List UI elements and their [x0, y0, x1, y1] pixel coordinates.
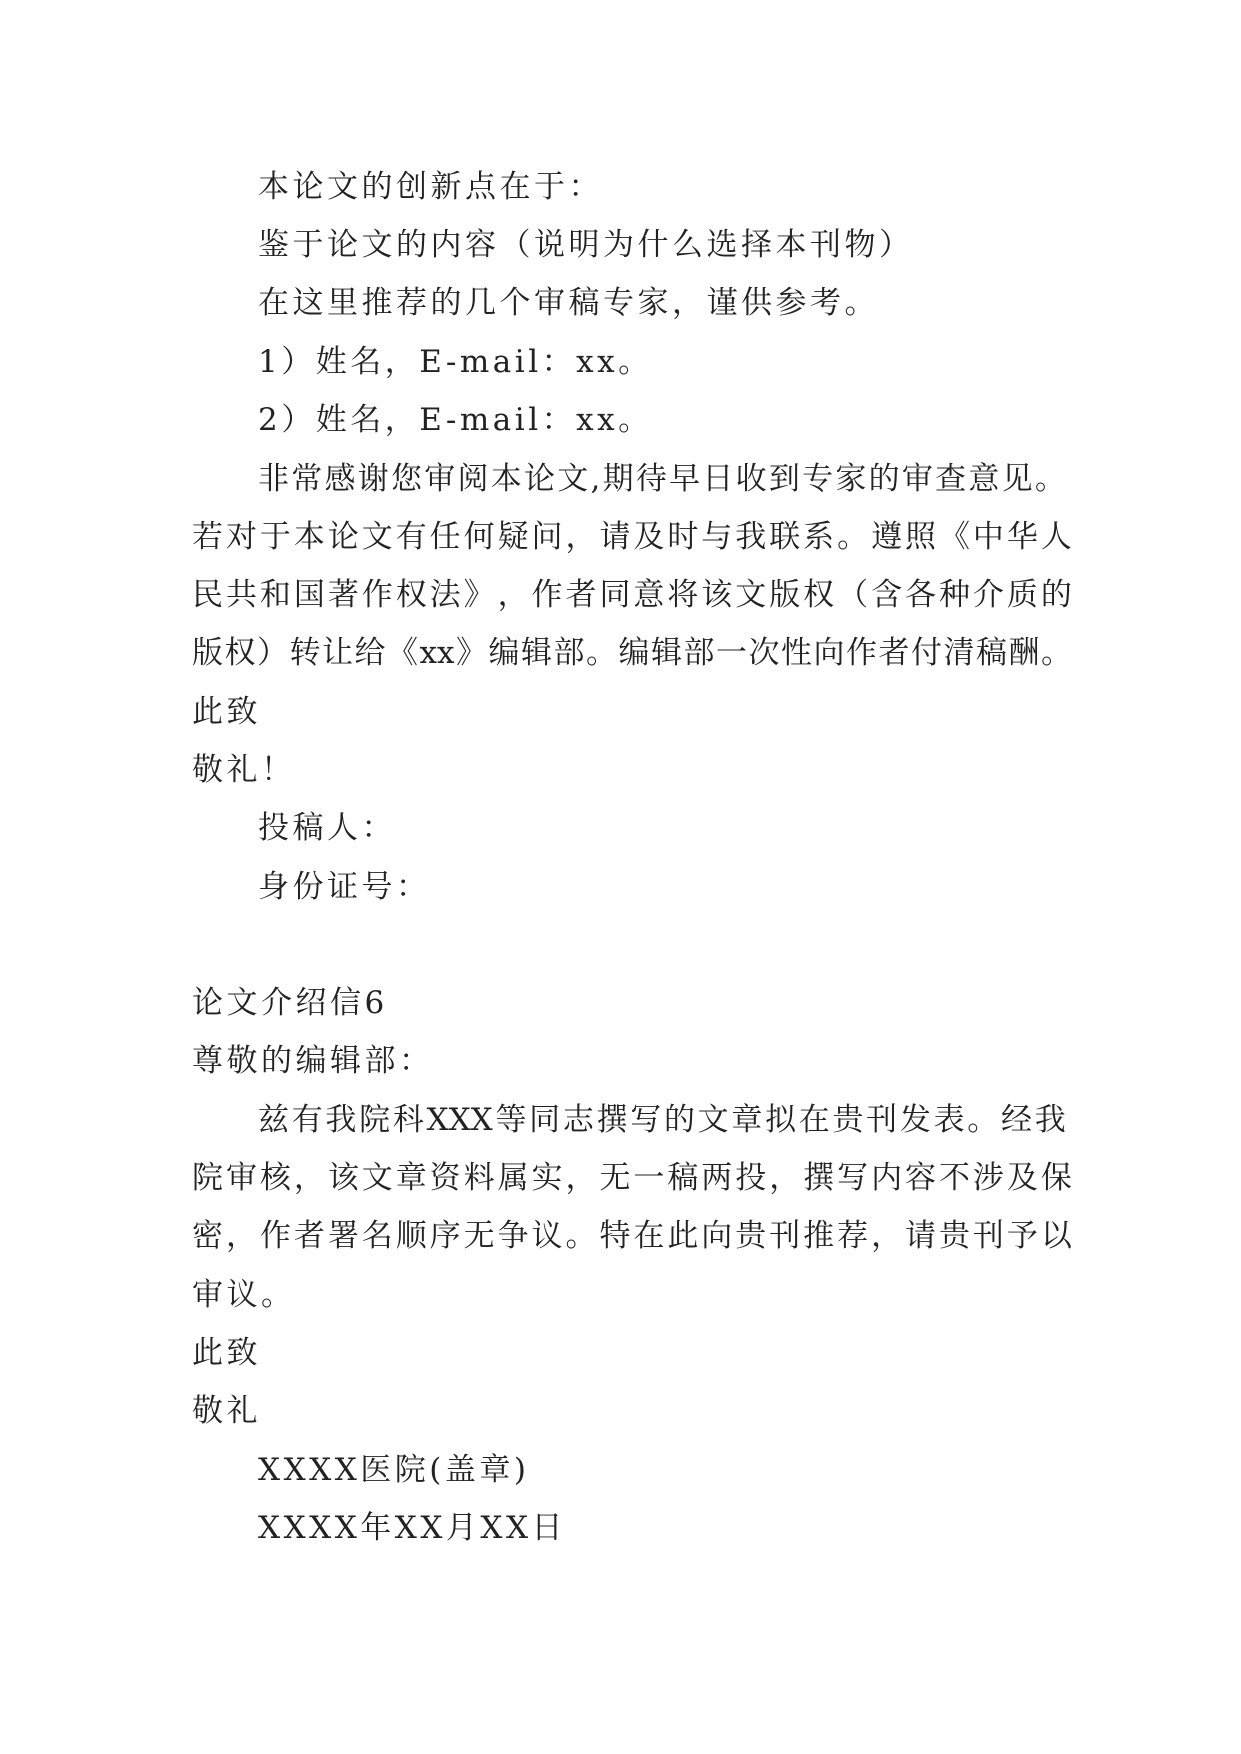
closing-cizhi: 此致 [192, 694, 261, 730]
thanks-line-4: 版 权 ） 转 让 给 《 xx 》 编 辑 部 。 编 辑 部 一 次 性 向 作 者 付 清 稿 酬 。 [192, 635, 1072, 671]
thanks-line-2: 若 对 于 本 论 文 有 任 何 疑 问 ， 请 及 时 与 我 联 系 。 遵 照 《 中 华 人 [192, 519, 1072, 555]
salutation: 尊敬的编辑部： [192, 1043, 434, 1079]
thanks-line-1: 非 常 感 谢 您 审 阅 本 论 文 , 期 待 早 日 收 到 专 家 的 审 查 意 见 。 [258, 461, 1066, 497]
body-line-2: 院 审 核 ， 该 文 章 资 料 属 实 ， 无 一 稿 两 投 ， 撰 写 内 容 不 涉 及 保 [192, 1160, 1072, 1196]
id-number-line: 身份证号： [258, 869, 431, 905]
body-line-3: 密 ， 作 者 署 名 顺 序 无 争 议 。 特 在 此 向 贵 刊 推 荐 ， 请 贵 刊 予 以 [192, 1218, 1072, 1254]
signature-line: XXXX医院(盖章) [258, 1452, 530, 1488]
closing-cizhi-2: 此致 [192, 1335, 261, 1371]
closing-jingli: 敬礼！ [192, 752, 296, 788]
body-line-4: 审议。 [192, 1277, 296, 1313]
journal-reason-line: 鉴于论文的内容（说明为什么选择本刊物） [258, 227, 914, 263]
closing-jingli-2: 敬礼 [192, 1393, 261, 1429]
reviewers-intro-line: 在这里推荐的几个审稿专家，谨供参考。 [258, 285, 879, 321]
reviewer-1-line: 1）姓名，E-mail：xx。 [258, 344, 653, 380]
body-line-1: 兹 有 我 院 科 XXX 等 同 志 撰 写 的 文 章 拟 在 贵 刊 发 表 。 经 我 [258, 1102, 1066, 1138]
submitter-line: 投稿人： [258, 810, 396, 846]
thanks-line-3: 民 共 和 国 著 作 权 法 》 ， 作 者 同 意 将 该 文 版 权 （ 含 各 种 介 质 的 [192, 577, 1072, 613]
letter-heading: 论文介绍信6 [192, 985, 388, 1021]
innovation-line: 本论文的创新点在于： [258, 169, 603, 205]
reviewer-2-line: 2）姓名，E-mail：xx。 [258, 402, 653, 438]
date-line: XXXX年XX月XX日 [258, 1510, 567, 1546]
